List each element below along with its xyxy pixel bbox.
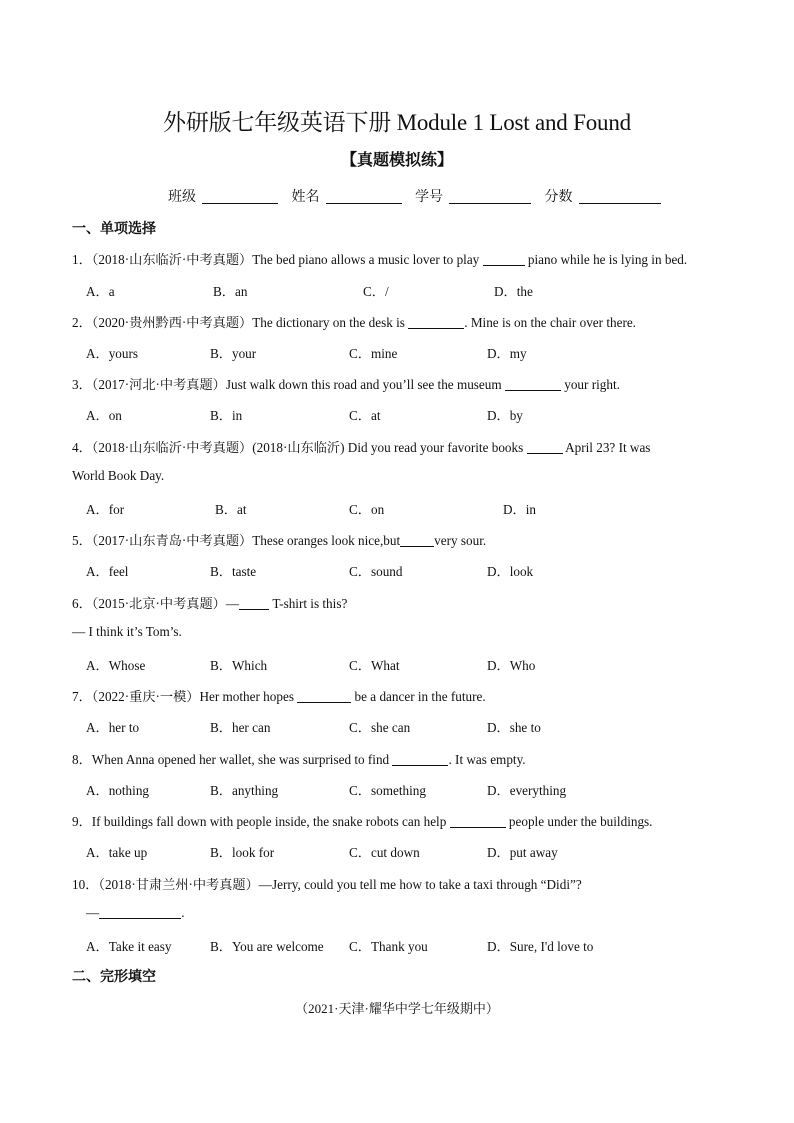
question-6 (72, 593, 732, 612)
option-a[interactable]: A．take up (86, 845, 148, 860)
option-d[interactable]: D．my (487, 346, 527, 361)
number-blank[interactable] (449, 189, 531, 204)
answer-blank[interactable] (483, 253, 525, 266)
name-label: 姓名 (291, 190, 320, 205)
question-6-reply: — I think it’s Tom’s. (72, 624, 182, 639)
option-b[interactable]: B．anything (210, 783, 279, 798)
question-2 (72, 312, 732, 331)
answer-blank[interactable] (99, 906, 181, 919)
question-stem: 9．If buildings fall down with people inside, the snake robots can help (72, 814, 450, 829)
option-a[interactable]: A．Whose (86, 658, 146, 673)
option-a[interactable]: A．a (86, 284, 115, 299)
question-3 (72, 374, 732, 393)
question-7 (72, 686, 732, 705)
option-c[interactable]: C．at (349, 408, 381, 423)
option-d[interactable]: D．the (494, 284, 533, 299)
period: . (181, 905, 185, 920)
option-d[interactable]: D．Sure, I'd love to (487, 939, 594, 954)
class-label: 班级 (168, 190, 196, 205)
option-b[interactable]: B．look for (210, 845, 275, 860)
option-b[interactable]: B．You are welcome (210, 939, 324, 954)
section-heading-single-choice: 一、单项选择 (72, 221, 156, 237)
answer-blank[interactable] (392, 753, 448, 766)
option-b[interactable]: B．her can (210, 720, 271, 735)
option-d[interactable]: D．look (487, 564, 534, 579)
option-a[interactable]: A．nothing (86, 783, 150, 798)
question-stem-end: very sour. (434, 533, 487, 548)
question-stem: 6．（2015·北京·中考真题）— (72, 596, 240, 611)
class-blank[interactable] (202, 189, 278, 204)
question-stem-end: your right. (560, 377, 620, 392)
question-stem-end: piano while he is lying in bed. (524, 252, 688, 267)
option-a[interactable]: A．Take it easy (86, 939, 172, 954)
option-d[interactable]: D．she to (487, 720, 541, 735)
answer-blank[interactable] (239, 597, 269, 610)
answer-blank[interactable] (505, 378, 561, 391)
page-subtitle: 【真题模拟练】 (340, 150, 453, 169)
question-10 (72, 874, 732, 893)
question-8 (72, 749, 732, 768)
question-stem-end: April 23? It was (562, 440, 651, 455)
option-c[interactable]: C．Thank you (349, 939, 428, 954)
option-a[interactable]: A．feel (86, 564, 129, 579)
question-5 (72, 530, 732, 549)
question-4 (72, 437, 732, 456)
student-info-row (168, 186, 688, 206)
score-blank[interactable] (579, 189, 661, 204)
option-b[interactable]: B．in (210, 408, 243, 423)
option-b[interactable]: B．taste (210, 564, 257, 579)
option-c[interactable]: C．something (349, 783, 426, 798)
option-c[interactable]: C．/ (363, 284, 389, 299)
name-blank[interactable] (326, 189, 402, 204)
score-label: 分数 (544, 190, 573, 205)
option-c[interactable]: C．mine (349, 346, 398, 361)
option-a[interactable]: A．her to (86, 720, 140, 735)
question-stem: 10．（2018·甘肃兰州·中考真题）—Jerry, could you tell me how to take a taxi through “Didi”? (72, 877, 582, 892)
question-stem: 5．（2017·山东青岛·中考真题）These oranges look nice,but (72, 533, 401, 548)
question-stem-end: . Mine is on the chair over there. (464, 315, 636, 330)
dash: — (86, 905, 100, 920)
question-stem-end: people under the buildings. (505, 814, 653, 829)
option-a[interactable]: A．for (86, 502, 125, 517)
answer-blank[interactable] (527, 441, 563, 454)
number-label: 学号 (415, 190, 443, 205)
option-d[interactable]: D．put away (487, 845, 558, 860)
option-b[interactable]: B．Which (210, 658, 268, 673)
option-c[interactable]: C．What (349, 658, 400, 673)
option-b[interactable]: B．your (210, 346, 257, 361)
question-4-continued: World Book Day. (72, 468, 165, 483)
answer-blank[interactable] (408, 316, 464, 329)
page-title: 外研版七年级英语下册 Module 1 Lost and Found (163, 110, 631, 135)
option-d[interactable]: D．everything (487, 783, 567, 798)
question-stem-end: . It was empty. (448, 752, 526, 767)
answer-blank[interactable] (297, 690, 351, 703)
passage-source: （2021·天津·耀华中学七年级期中） (295, 1001, 499, 1016)
question-stem-end: T-shirt is this? (269, 596, 348, 611)
option-a[interactable]: A．on (86, 408, 122, 423)
option-d[interactable]: D．in (503, 502, 536, 517)
option-b[interactable]: B．at (215, 502, 247, 517)
question-stem: 2．（2020·贵州黔西·中考真题）The dictionary on the desk is (72, 315, 409, 330)
section-heading-cloze: 二、完形填空 (72, 969, 156, 985)
option-d[interactable]: D．by (487, 408, 523, 423)
question-stem: 4．（2018·山东临沂·中考真题）(2018·山东临沂) Did you read your favorite books (72, 440, 527, 455)
question-9 (72, 811, 732, 830)
option-a[interactable]: A．yours (86, 346, 139, 361)
question-stem-end: be a dancer in the future. (351, 689, 486, 704)
option-c[interactable]: C．cut down (349, 845, 420, 860)
question-stem: 7．（2022·重庆·一模）Her mother hopes (72, 689, 298, 704)
question-stem: 1．（2018·山东临沂·中考真题）The bed piano allows a music lover to play (72, 252, 483, 267)
question-stem: 8．When Anna opened her wallet, she was surprised to find (72, 752, 393, 767)
question-10-reply (86, 905, 746, 921)
option-c[interactable]: C．she can (349, 720, 411, 735)
answer-blank[interactable] (450, 815, 506, 828)
option-c[interactable]: C．sound (349, 564, 403, 579)
option-d[interactable]: D．Who (487, 658, 536, 673)
option-c[interactable]: C．on (349, 502, 385, 517)
option-b[interactable]: B．an (213, 284, 248, 299)
question-1 (72, 249, 732, 268)
answer-blank[interactable] (400, 534, 434, 547)
question-stem: 3．（2017·河北·中考真题）Just walk down this road and you’ll see the museum (72, 377, 505, 392)
